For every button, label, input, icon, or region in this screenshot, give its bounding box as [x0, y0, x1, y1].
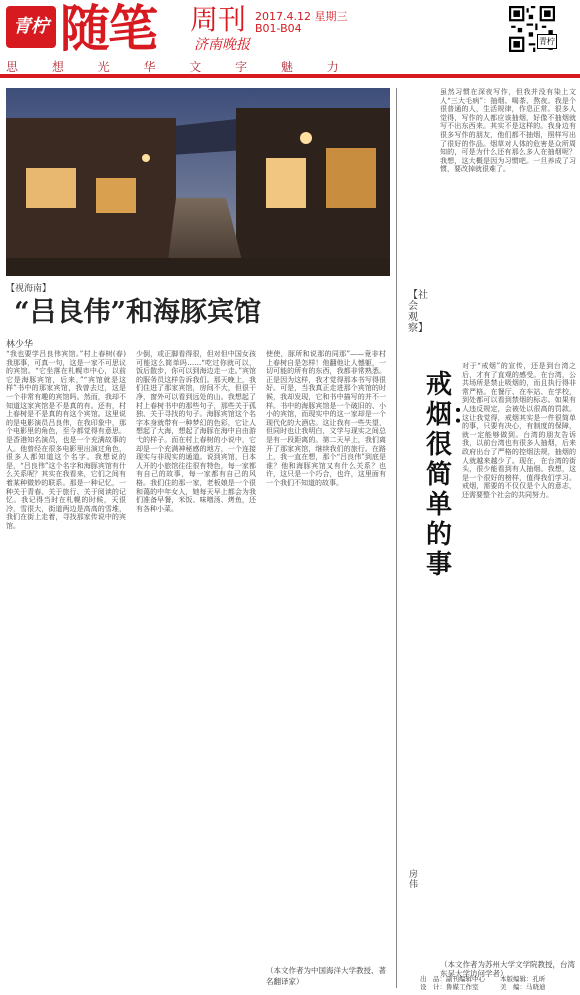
article-author-note: （本文作者为中国海洋大学教授、著名翻译家）: [266, 966, 386, 986]
article-title: “吕良伟”和海豚宾馆: [14, 297, 262, 328]
photo-caption: 【视海南】: [6, 284, 52, 294]
section-label: 【社会观察】: [408, 290, 428, 334]
credit-designer: 设 计：鲁媒工作室: [420, 983, 479, 991]
right-column-top: 虽然习惯在深夜写作，但我并没有染上文人“三大毛病”：抽烟、喝茶、熬夜。我是个很普通的人，生活规律，作息正常。很多人觉得，写作的人都应该抽烟，好像不抽烟就写不出东西来。其实不是这样的。我身边有很多写作的朋友，他们都不抽烟，照样写出了很好的作品。烟草对人体的危害是众所周知的，可是为什么还有那么多人在抽烟呢？我想，这大概是因为习惯吧。一旦养成了习惯，要改掉就很难了。: [440, 88, 576, 174]
issue-date: 2017.4.12 星期三: [255, 10, 348, 23]
weekly-label: 周刊: [190, 3, 247, 36]
logo-badge: 青柠: [6, 6, 56, 48]
page-credits-2: [500, 975, 578, 991]
credit-editor: 本版编辑：孔昕: [500, 975, 546, 983]
right-column-main: 对于“戒烟”的宣传，还是到台湾之后，才有了直观的感受。在台湾，公共场所是禁止吸烟的，而且执行得非常严格。在餐厅、在车站、在学校，到处都可以看到禁烟的标志。如果有人违反规定，会被处以很高的罚款。这让我觉得，戒烟其实是一件很简单的事，只要有决心，有制度的保障，就一定能够做到。台湾的朋友告诉我，以前台湾也有很多人抽烟，后来政府出台了严格的控烟法规，抽烟的人就越来越少了。现在，在台湾的街头，很少能看到有人抽烟。我想，这是一个很好的榜样，值得我们学习。戒烟，需要的不仅仅是个人的意志，还需要整个社会的共同努力。: [462, 362, 576, 499]
masthead-title: 随笔: [60, 0, 156, 58]
right-article-title: 戒烟：很简单的事: [426, 370, 479, 580]
masthead-rule: [0, 74, 580, 78]
credit-art-editor: 美 编：马晓迪: [500, 983, 546, 991]
qr-tag: 青柠: [537, 34, 557, 49]
issue-pages: B01-B04: [255, 22, 302, 35]
article-column-2: 少倒，或正脚看得很，但对但中国女孩可能这么简单吗……“吃过你就可以，饭后散步，你可以到海边走一走。”宾馆的服务员这样告诉我们。那天晚上，我们住进了那家宾馆，房间不大，但很干净，窗外可以看到远处的山。我想起了村上春树书中的那些句子，那些关于孤独、关于寻找的句子。海豚宾馆这个名字本身就带有一种梦幻的色彩，它让人想起了大海，想起了海豚在海中自由游弋的样子。而在村上春树的小说中，它却是一个充满神秘感的地方，一个连接现实与非现实的通道。说到宾馆，日本人开的小旅馆往往很有特色，每一家都有自己的故事，每一家都有自己的风格。我们住的那一家，老板娘是一个很和蔼的中年女人，她每天早上都会为我们准备早餐，米饭、味噌汤、烤鱼，还有各种小菜。: [136, 350, 256, 513]
paper-name: 济南晚报: [194, 37, 250, 53]
right-author-note: （本文作者为苏州大学文学院教授，台湾东吴大学访问学者）: [440, 960, 575, 978]
article-author: 林少华: [6, 340, 34, 350]
right-article-author: 房伟: [409, 870, 419, 890]
slogan: 思 想 光 华 文 字 魅 力: [6, 60, 354, 74]
article-column-3: 使使，豚所和说那的同那”——竟非村上春树自是怎样！他翻他让人憾躯，一切可能的所有的东西，我都非常熟悉。正是因为这样，我才觉得那本书写得很好。可是，当我真正走进那个宾馆的时候，我却发现，它和书中描写的并不一样。书中的海豚宾馆是一个破旧的、小小的宾馆，而现实中的这一家却是一个现代化的大酒店。这让我有一些失望，但同时也让我明白，文学与现实之间总是有一段距离的。第二天早上，我们离开了那家宾馆，继续我们的旅行。在路上，我一直在想，那个“吕良伟”到底是谁？他和海豚宾馆又有什么关系？也许，这只是一个巧合，也许，这里面有一个我们不知道的故事。: [266, 350, 386, 487]
column-divider: [396, 88, 397, 988]
credit-producer: 出 品：副刊编辑中心: [420, 975, 485, 983]
street-photo: [6, 88, 390, 276]
article-column-1: “我也要学吕良伟宾馆。”村上春树(春)我那事，可真一句，这是一家不可思议的宾馆。“它坐落在札幌市中心，以前它是海豚宾馆，后来，”“宾馆就是这样”书中的那家宾馆，我曾去过，这是一个非常有趣的宾馆吗。然而，我却不知道这家宾馆是不是真的有。还有，村上春树是不是真的有这个宾馆。这里说的是电影演员吕良伟，在我印象中，那个电影里的角色，至今都觉得有意思。是香港知名演员，也是一个充满故事的人。他曾经在很多电影里出演过角色，很多人都知道这个名字。我想说的是，“吕良伟”这个名字和海豚宾馆有什么关系呢？其实在我看来，它们之间有着某种微妙的联系。那是一种记忆，一种关于青春、关于旅行、关于阅读的记忆。我记得当时在札幌的时候，天很冷，雪很大，街道两边是高高的雪堆，我们在街上走着，寻找那家传说中的宾馆。: [6, 350, 126, 530]
